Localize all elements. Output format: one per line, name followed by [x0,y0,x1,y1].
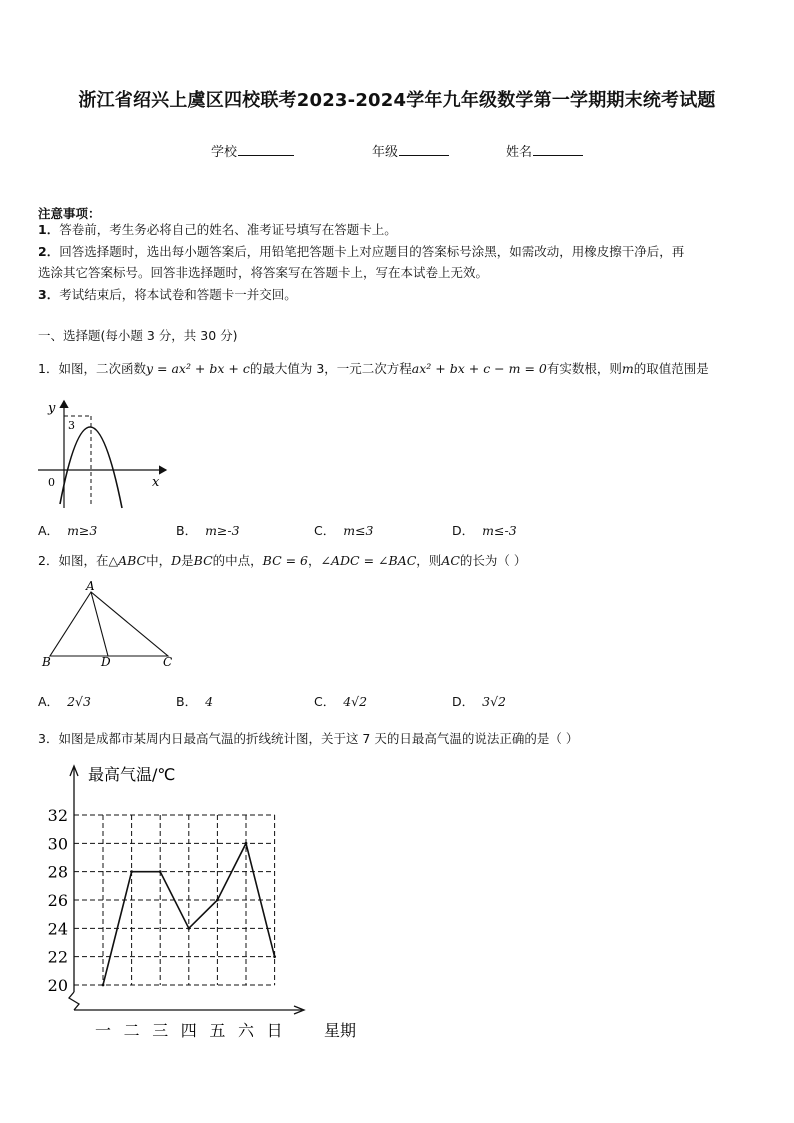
q2-segment-ac: AC [441,553,460,568]
exam-title: 浙江省绍兴上虞区四校联考2023-2024学年九年级数学第一学期期末统考试题 [78,90,716,111]
axis-break [69,992,79,1010]
note-text: 选涂其它答案标号。回答非选择题时，将答案写在答题卡上，写在本试卷上无效。 [38,265,489,280]
q2-text-part: 如图，在 [58,553,109,568]
q2-point-d: D [171,553,182,568]
q2-option-c[interactable] [314,692,367,710]
data-point [273,955,276,958]
note-number: 3． [38,287,60,302]
q2-option-d[interactable] [452,692,506,710]
school-blank [238,142,294,156]
question-1-text [38,359,709,377]
x-category-label: 五 [209,1021,226,1040]
y-axis-title: 最高气温/℃ [88,765,176,784]
data-point [216,899,219,902]
question-number: 2． [38,553,59,568]
note-text: 回答选择题时，选出每小题答案后，用铅笔把答题卡上对应题目的答案标号涂黑，如需改动，用橡皮擦干净后，再 [59,244,685,259]
option-letter: B． [176,694,198,709]
q3-text: 如图是成都市某周内日最高气温的折线统计图，关于这 7 天的日最高气温的说法正确的是（ ） [58,731,579,746]
y-tick-label: 24 [47,919,68,939]
question-number: 3． [38,731,59,746]
note-text: 考试结束后，将本试卷和答题卡一并交回。 [59,287,297,302]
chart-x-categories [95,1021,283,1040]
max-value-label: 3 [68,419,75,432]
option-text: m≤-3 [482,523,517,538]
x-axis-label: x [152,475,160,490]
note-item [38,262,488,284]
data-point [102,984,105,987]
note-item [38,219,397,241]
temperature-line-chart [40,760,370,1045]
q2-text-part: ，则 [416,553,442,568]
option-text: 4√2 [343,694,368,709]
question-3-text [38,729,578,747]
q2-text-part: 中， [146,553,172,568]
x-axis-title: 星期 [324,1021,357,1040]
q1-text-part: 的最大值为 3，一元二次方程 [249,361,412,376]
q1-function: y = ax² + bx + c [145,361,250,376]
grade-label: 年级 [372,145,399,160]
triangle-abc [50,592,168,656]
option-text: 3√2 [482,694,507,709]
q2-triangle: △ABC [108,553,147,568]
question-number: 1． [38,361,59,376]
q1-text-part: 有实数根，则 [546,361,622,376]
y-tick-label: 32 [47,806,68,825]
x-category-label: 三 [152,1021,169,1040]
q1-option-d[interactable] [452,521,517,539]
y-tick-label: 20 [47,976,68,995]
q1-option-b[interactable] [176,521,240,539]
option-text: m≥-3 [205,523,240,538]
y-tick-label: 26 [47,891,68,910]
option-text: 4 [205,694,214,709]
note-text: 答卷前，考生务必将自己的姓名、准考证号填写在答题卡上。 [59,222,397,237]
x-category-label: 二 [123,1021,140,1040]
option-letter: C． [314,694,336,709]
data-point [130,870,133,873]
q2-option-b[interactable] [176,692,213,710]
name-blank [533,142,583,156]
q1-option-c[interactable] [314,521,374,539]
note-item [38,284,297,306]
q1-equation: ax² + bx + c − m = 0 [411,361,547,376]
q2-option-a[interactable] [38,692,91,710]
name-label: 姓名 [506,145,533,160]
data-point [245,842,248,845]
y-tick-label: 28 [47,862,68,882]
q1-option-a[interactable] [38,521,97,539]
option-letter: C． [314,523,336,538]
data-point [187,927,190,930]
note-number: 1． [38,222,60,237]
q2-segment-bc: BC [193,553,213,568]
q1-var: m [621,361,634,376]
q2-text-part: 是 [181,553,194,568]
q1-parabola-graph [34,396,174,512]
option-letter: A． [38,694,60,709]
q2-condition-1: BC = 6 [262,553,309,568]
label-c: C [163,655,173,669]
x-category-label: 日 [266,1021,283,1040]
x-category-label: 一 [94,1021,112,1040]
grade-field [372,141,449,160]
section-heading: 一、选择题(每小题 3 分，共 30 分) [38,328,238,343]
option-letter: D． [452,694,475,709]
option-text: m≥3 [67,523,98,538]
option-letter: D． [452,523,475,538]
label-a: A [86,579,95,593]
question-2-text [38,551,526,569]
notes-heading: 注意事项： [38,206,101,221]
label-b: B [42,655,51,669]
option-letter: B． [176,523,198,538]
option-text: 2√3 [67,694,91,709]
q1-text-part: 如图，二次函数 [58,361,146,376]
x-category-label: 六 [237,1021,255,1040]
school-label: 学校 [211,145,238,160]
q2-condition-2: ∠ADC = ∠BAC [320,553,417,568]
segment-ad [91,592,108,656]
y-tick-label: 22 [47,947,68,967]
q2-text-part: ， [308,553,321,568]
chart-y-ticks [48,806,68,995]
name-field [506,141,583,160]
q2-triangle-figure [38,578,180,670]
grade-blank [399,142,449,156]
label-d: D [101,655,111,669]
data-point [159,870,162,873]
q1-text-part: 的取值范围是 [633,361,709,376]
y-axis-label: y [48,401,56,416]
note-item [38,241,684,263]
x-category-label: 四 [180,1021,197,1040]
option-text: m≤3 [343,523,374,538]
option-letter: A． [38,523,60,538]
school-field [211,141,294,160]
q2-text-part: 的中点， [212,553,263,568]
note-number: 2． [38,244,60,259]
y-tick-label: 30 [47,834,68,854]
origin-label: 0 [48,476,55,489]
q2-text-part: 的长为（ ） [459,553,527,568]
